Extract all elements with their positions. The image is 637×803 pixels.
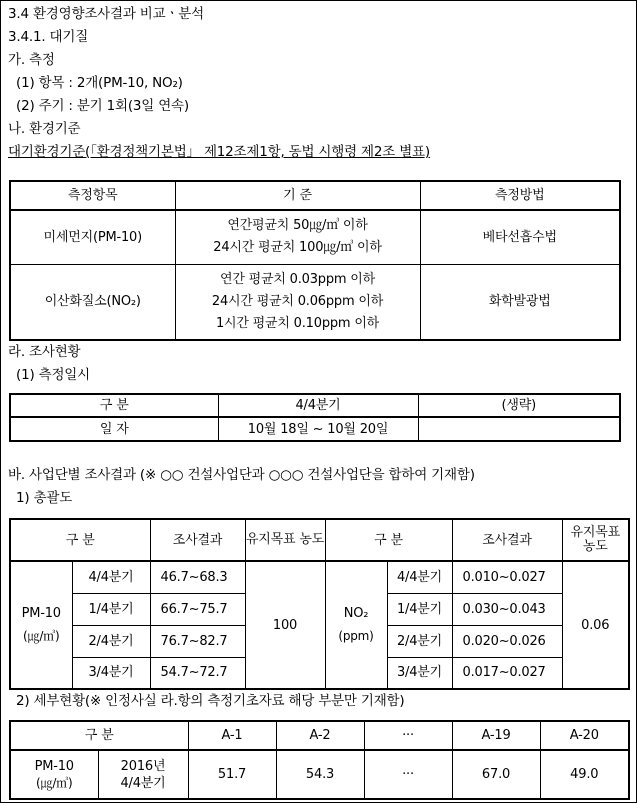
subsection-title: 3.4.1. 대기질 [8, 29, 89, 45]
table-row [10, 750, 629, 799]
standard-item: 미세먼지(PM-10) [10, 210, 175, 264]
table-row [10, 210, 620, 264]
quarter-cell: 2/4분기 [387, 625, 452, 657]
standard-method: 베타선흡수법 [420, 210, 620, 264]
standard-method: 화학발광법 [420, 264, 620, 340]
detail-table [9, 720, 630, 800]
measurement-cycle: (2) 주기 : 분기 1회(3일 연속) [16, 98, 189, 114]
pm10-unit: (㎍/㎥) [23, 629, 60, 643]
detail-header-col: A-20 [540, 721, 629, 750]
detail-period-quarter: 4/4분기 [120, 775, 166, 791]
detail-value: 54.3 [276, 750, 364, 799]
heading-survey-status: 라. 조사현황 [8, 344, 81, 360]
detail-pollutant-name: PM-10 [34, 758, 74, 774]
quarter-cell: 1/4분기 [387, 593, 452, 625]
schedule-header-omitted: (생략) [418, 394, 620, 417]
detail-value: ··· [364, 750, 452, 799]
summary-header-row [10, 519, 629, 561]
schedule-header-row [10, 394, 620, 417]
no2-target: 0.06 [562, 561, 629, 689]
summary-header-target: 유지목표 농도 [562, 519, 629, 561]
criteria-line: 24시간 평균치 0.06ppm 이하 [211, 293, 384, 309]
result-cell: 46.7~68.3 [150, 561, 245, 593]
schedule-date-value: 10월 18일 ~ 10월 20일 [218, 417, 418, 441]
criteria-line: 24시간 평균치 100㎍/㎥ 이하 [213, 240, 382, 256]
standard-item: 이산화질소(NO₂) [10, 264, 175, 340]
section-title: 3.4 환경영향조사결과 비교ㆍ분석 [8, 6, 204, 22]
detail-period [98, 750, 188, 799]
measurement-items: (1) 항목 : 2개(PM-10, NO₂) [16, 75, 183, 91]
header-criteria: 기 준 [175, 181, 420, 210]
detail-header-col: A-1 [188, 721, 276, 750]
summary-header-result: 조사결과 [150, 519, 245, 561]
quarter-cell: 4/4분기 [72, 561, 150, 593]
result-cell: 66.7~75.7 [150, 593, 245, 625]
pm10-target: 100 [245, 561, 325, 689]
pm10-name: PM-10 [21, 606, 61, 621]
detail-value: 51.7 [188, 750, 276, 799]
standard-criteria [175, 264, 420, 340]
detail-header-category: 구 분 [10, 721, 188, 750]
schedule-table [9, 393, 621, 442]
criteria-line: 연간 평균치 0.03ppm 이하 [219, 271, 376, 287]
criteria-line: 1시간 평균치 0.10ppm 이하 [215, 315, 380, 331]
table-row [10, 264, 620, 340]
header-method: 측정방법 [420, 181, 620, 210]
schedule-date-label: 일 자 [10, 417, 218, 441]
no2-name: NO₂ [343, 606, 369, 621]
detail-value: 49.0 [540, 750, 629, 799]
quarter-cell: 3/4분기 [387, 657, 452, 689]
schedule-header-quarter: 4/4분기 [218, 394, 418, 417]
quarter-cell: 1/4분기 [72, 593, 150, 625]
standards-header-row [10, 181, 620, 210]
result-cell: 54.7~72.7 [150, 657, 245, 689]
no2-unit: (ppm) [338, 629, 374, 643]
standards-table [9, 180, 621, 341]
schedule-empty-cell [418, 417, 620, 441]
result-cell: 0.010~0.027 [452, 561, 562, 593]
heading-standards: 나. 환경기준 [8, 121, 81, 137]
detail-label: 2) 세부현황(※ 인정사실 라.항의 측정기초자료 해당 부분만 기재함) [16, 693, 405, 709]
measurement-datetime-label: (1) 측정일시 [16, 367, 90, 383]
detail-header-col: A-2 [276, 721, 364, 750]
summary-header-target: 유지목표 농도 [245, 519, 325, 561]
summary-header-category: 구 분 [325, 519, 452, 561]
quarter-cell: 4/4분기 [387, 561, 452, 593]
detail-value: 67.0 [452, 750, 540, 799]
result-cell: 0.030~0.043 [452, 593, 562, 625]
detail-pollutant [10, 750, 98, 799]
pm10-label [10, 561, 72, 689]
detail-period-year: 2016년 [120, 758, 166, 774]
result-cell: 0.020~0.026 [452, 625, 562, 657]
summary-header-result: 조사결과 [452, 519, 562, 561]
quarter-cell: 3/4분기 [72, 657, 150, 689]
heading-results: 바. 사업단별 조사결과 (※ ○○ 건설사업단과 ○○○ 건설사업단을 합하여 기재함) [8, 467, 475, 483]
schedule-header-category: 구 분 [10, 394, 218, 417]
result-cell: 76.7~82.7 [150, 625, 245, 657]
table-row [10, 417, 620, 441]
standards-reference: 대기환경기준(「환경정책기본법」 제12조제1항, 동법 시행령 제2조 별표) [8, 144, 430, 160]
quarter-cell: 2/4분기 [72, 625, 150, 657]
summary-label: 1) 총괄도 [16, 490, 73, 506]
detail-header-col: A-19 [452, 721, 540, 750]
heading-measurement: 가. 측정 [8, 52, 55, 68]
detail-header-col: ··· [364, 721, 452, 750]
result-cell: 0.017~0.027 [452, 657, 562, 689]
header-item: 측정항목 [10, 181, 175, 210]
summary-table [9, 518, 630, 690]
detail-pollutant-unit: (㎍/㎥) [36, 775, 73, 790]
standard-criteria [175, 210, 420, 264]
summary-header-category: 구 분 [10, 519, 150, 561]
no2-label [325, 561, 387, 689]
table-row [10, 561, 629, 593]
criteria-line: 연간평균치 50㎍/㎥ 이하 [227, 218, 368, 234]
detail-header-row [10, 721, 629, 750]
